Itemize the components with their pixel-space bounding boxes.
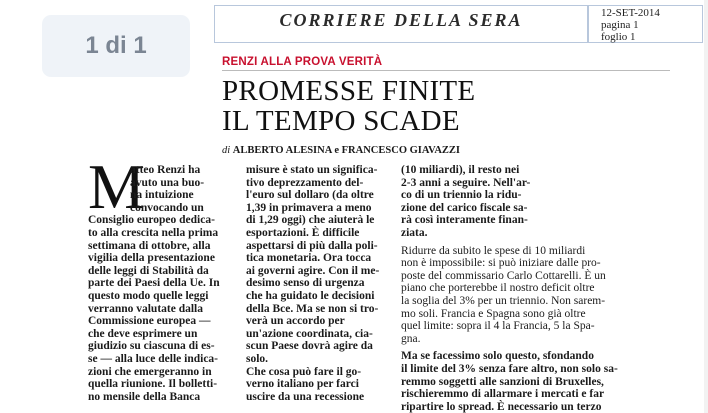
- text-line: avuto una buo-: [130, 176, 205, 189]
- text-line: rà così interamente finan-: [401, 214, 528, 227]
- text-line: rischieremmo di allarmare i mercati e far: [401, 388, 605, 401]
- text-line: aspettarsi di più dalla poli-: [246, 239, 378, 252]
- text-line: solo.: [246, 352, 269, 365]
- text-line: 1,39 in primavera a meno: [246, 201, 372, 214]
- clipping-meta: [588, 5, 703, 43]
- text-line: na intuizione: [130, 189, 194, 202]
- text-line: gna.: [401, 332, 421, 345]
- text-line: poste del commissario Carlo Cottarelli. È un: [401, 269, 606, 282]
- text-line: tica monetaria. Ora tocca: [246, 252, 372, 265]
- headline-line: IL TEMPO SCADE: [222, 105, 460, 137]
- text-line: verà un accordo per: [246, 315, 345, 328]
- text-line: zioni che emergeranno in: [88, 365, 212, 378]
- text-line: parte dei Paesi della Ue. In: [88, 277, 220, 290]
- byline-authors: ALBERTO ALESINA e FRANCESCO GIAVAZZI: [232, 145, 460, 156]
- text-line: verno italiano per farci: [246, 378, 359, 391]
- text-line: (10 miliardi), il resto nei: [401, 164, 520, 176]
- byline-prefix: di: [222, 145, 231, 156]
- text-line: zione del carico fiscale sa-: [401, 201, 528, 214]
- text-line: misure è stato un significa-: [246, 164, 378, 176]
- text-line: Ma se facessimo solo questo, sfondando: [401, 350, 594, 363]
- text-line: remmo soggetti alle sanzioni di Bruxelles,: [401, 375, 604, 388]
- text-line: non è impossibile: si può iniziare dalle pro-: [401, 257, 601, 270]
- text-line: ai governi agire. Con il me-: [246, 264, 380, 277]
- article-column-3: [401, 164, 618, 413]
- text-line: no mensile della Banca: [88, 390, 201, 403]
- text-line: che ha guidato le decisioni: [246, 289, 375, 302]
- text-line: delle leggi di Stabilità da: [88, 264, 209, 277]
- text-line: verranno valutate dalla: [88, 302, 203, 315]
- article-byline: [222, 145, 460, 156]
- text-line: scun Paese dovrà agire da: [246, 340, 373, 353]
- text-line: uscire da una recessione: [246, 390, 365, 403]
- text-line: quella riunione. Il bolletti-: [88, 378, 218, 391]
- headline-line: PROMESSE FINITE: [222, 75, 476, 107]
- text-line: tivo deprezzamento del-: [246, 176, 364, 189]
- text-line: che deve esprimere un: [88, 327, 198, 340]
- article-column-1: [88, 164, 240, 403]
- text-line: quel limite: sopra il 4 la Francia, 5 la Spa-: [401, 320, 595, 333]
- clipping-page: pagina 1: [601, 19, 639, 31]
- text-line: desimo senso di urgenza: [246, 277, 365, 290]
- text-line: se — alla luce delle indica-: [88, 352, 219, 365]
- text-line: della Bce. Ma se non si tro-: [246, 302, 379, 315]
- drop-cap: M: [88, 151, 145, 222]
- text-line: Commissione europea —: [88, 315, 211, 328]
- page-edge: [704, 0, 708, 413]
- text-line: convocando un: [130, 201, 204, 214]
- text-line: l'euro sul dollaro (da oltre: [246, 189, 374, 202]
- text-line: 2-3 anni a seguire. Nell'ar-: [401, 176, 531, 189]
- article-kicker: RENZI ALLA PROVA VERITÀ: [222, 56, 383, 68]
- text-line: to alla crescita nella prima: [88, 226, 219, 239]
- text-line: Consiglio europeo dedica-: [88, 214, 215, 227]
- text-line: esportazioni. È difficile: [246, 226, 360, 239]
- article-column-2: [246, 164, 396, 403]
- text-line: ziata.: [401, 226, 428, 239]
- text-line: giudizio su ciascuna di es-: [88, 340, 215, 353]
- clipping-date: 12-SET-2014: [601, 7, 660, 19]
- clipping-sheet: foglio 1: [601, 31, 636, 43]
- page-counter: 1 di 1: [42, 15, 190, 77]
- article-headline: [222, 76, 692, 136]
- text-line: atteo Renzi ha: [130, 164, 201, 176]
- text-line: mo soli. Francia e Spagna sono già oltre: [401, 307, 586, 320]
- text-line: co di un triennio la ridu-: [401, 189, 522, 202]
- text-line: il limite del 3% senza fare altro, non solo sa-: [401, 362, 618, 375]
- masthead-bar: [214, 5, 588, 43]
- text-line: la soglia del 3% per un triennio. Non sarem-: [401, 294, 606, 307]
- text-line: un'azione coordinata, cia-: [246, 327, 373, 340]
- text-line: Ridurre da subito le spese di 10 miliardi: [401, 244, 586, 257]
- text-line: questo modo quelle leggi: [88, 289, 209, 302]
- text-line: Che cosa può fare il go-: [246, 365, 362, 378]
- text-line: di 1,29 oggi) che aiuterà le: [246, 214, 375, 227]
- kicker-divider: [222, 70, 670, 71]
- text-line: piano che porterebbe il nostro deficit oltre: [401, 282, 595, 295]
- text-line: settimana di ottobre, alla: [88, 239, 211, 252]
- text-line: vigilia della presentazione: [88, 252, 215, 265]
- masthead-title: CORRIERE DELLA SERA: [279, 10, 523, 30]
- text-line: ripartire lo spread. È necessario un terzo: [401, 400, 602, 413]
